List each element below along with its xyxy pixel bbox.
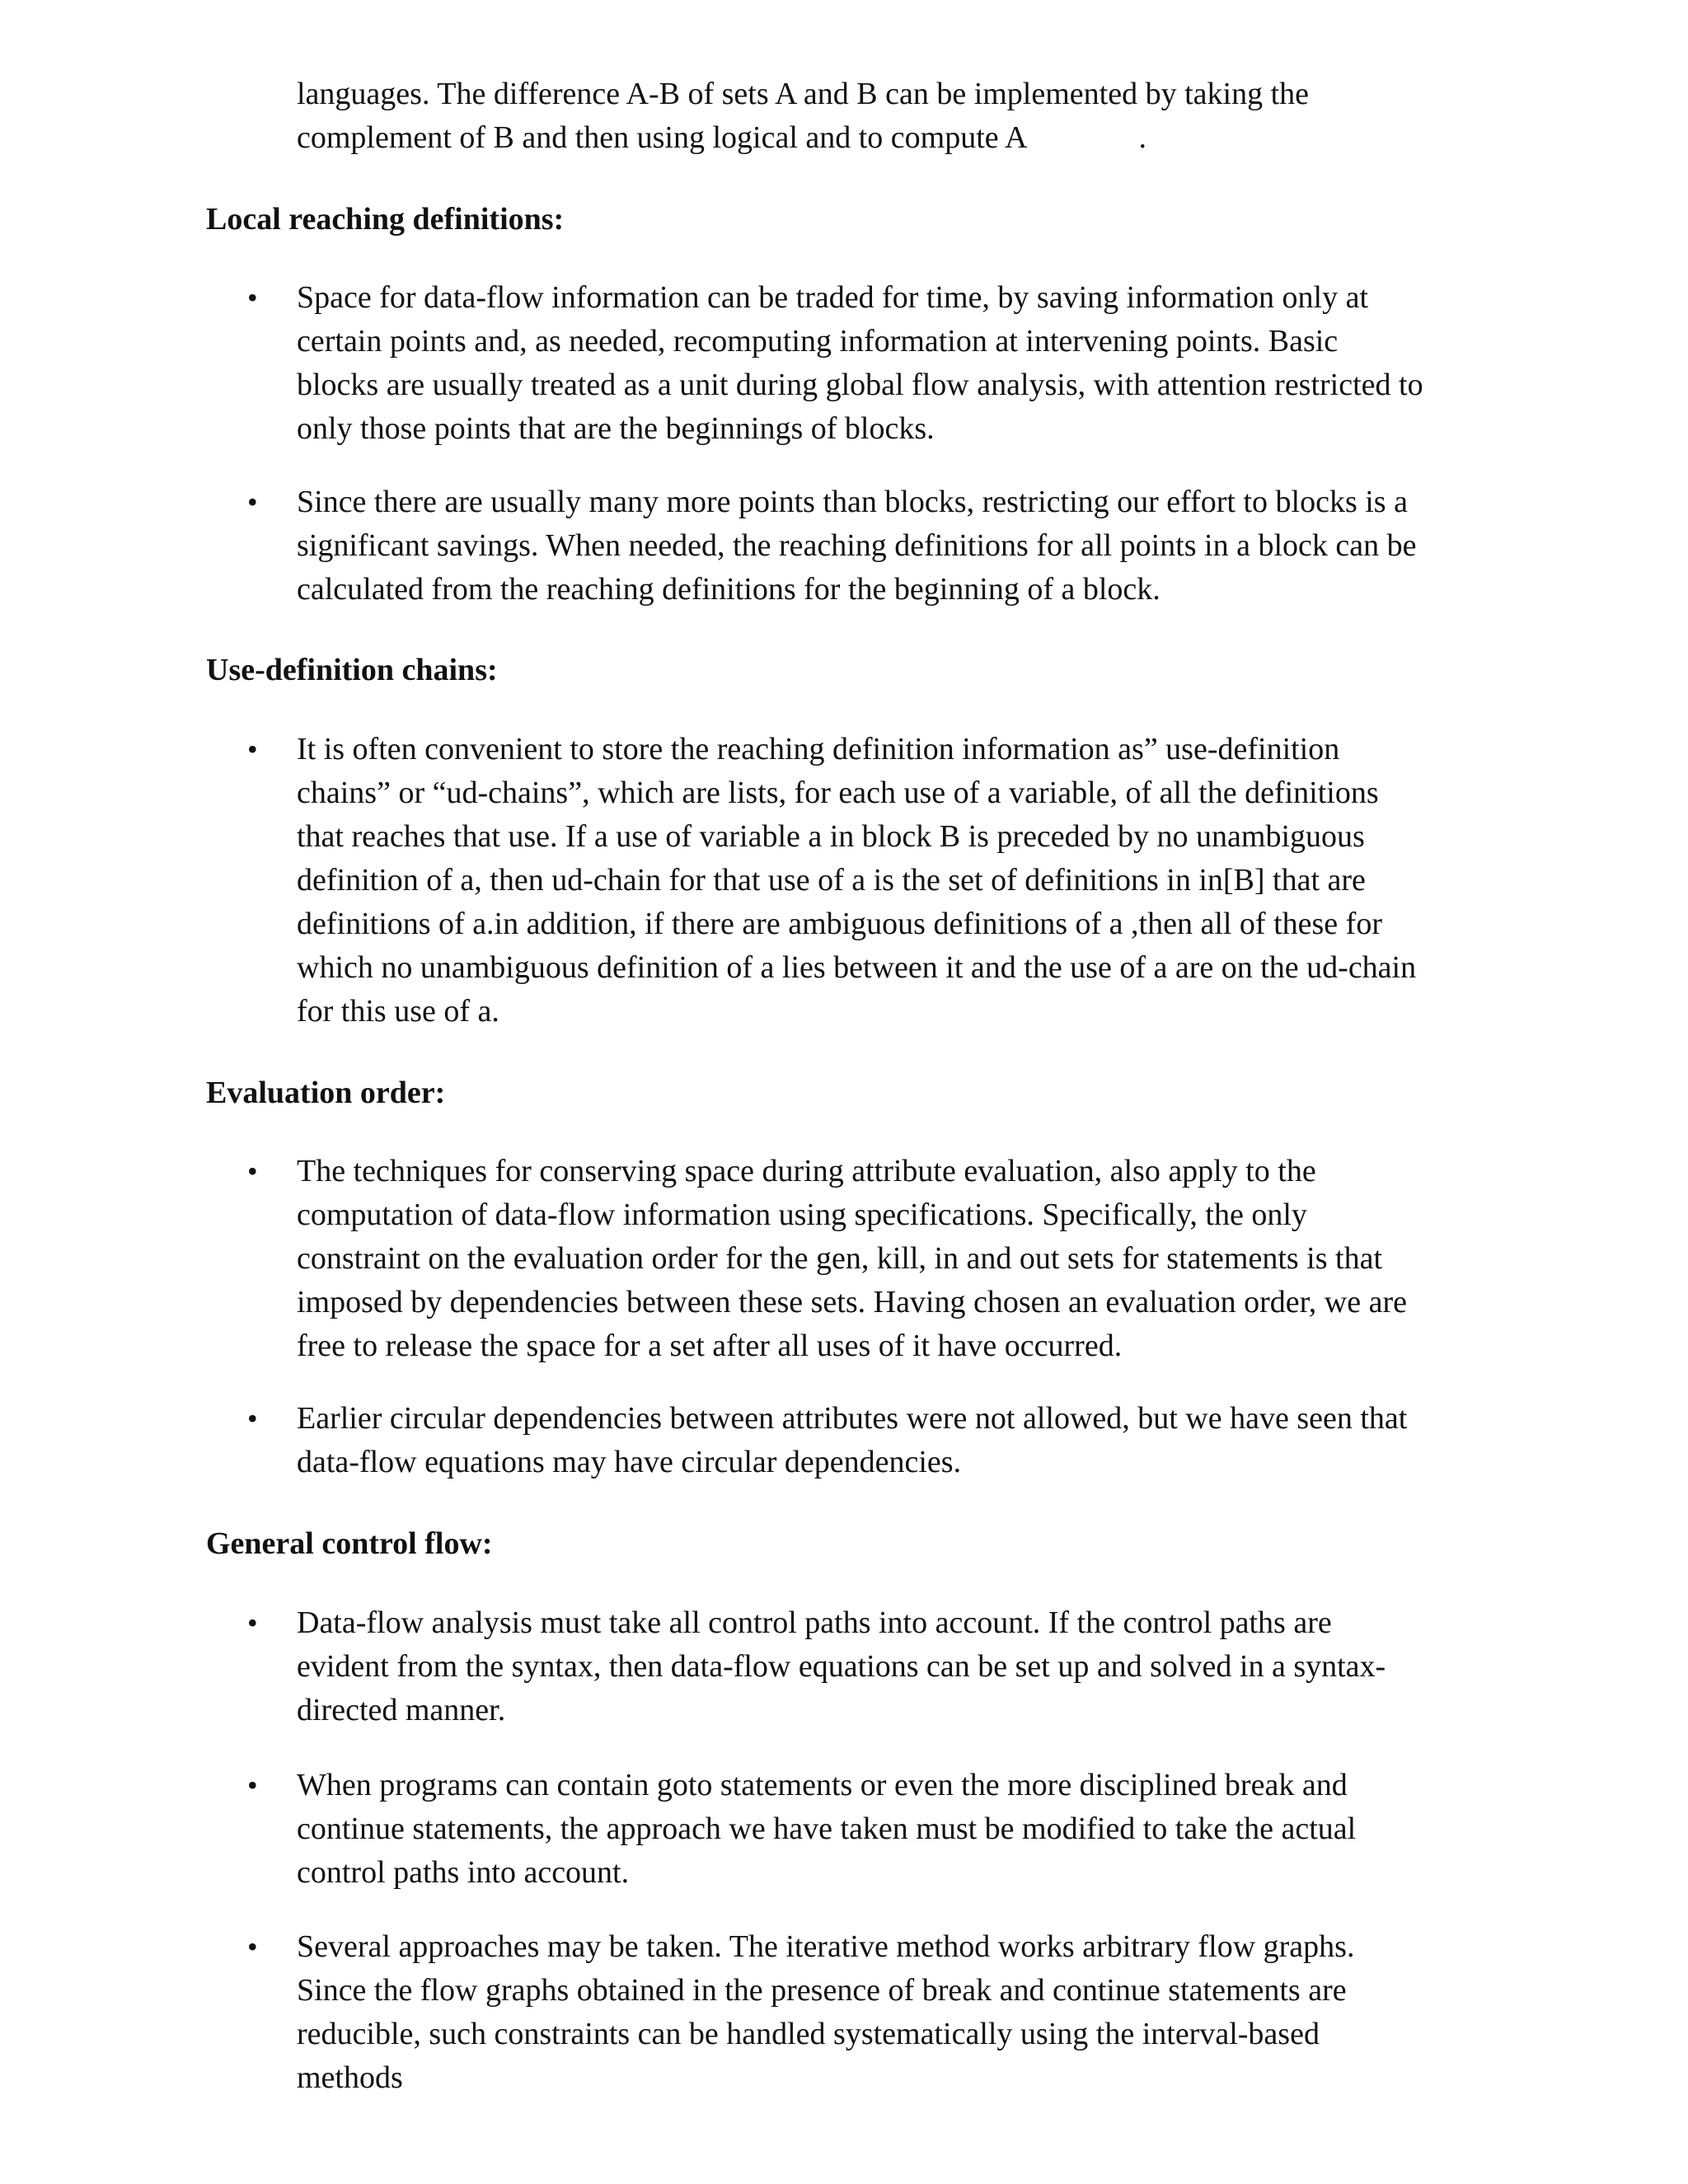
text-line: methods xyxy=(297,2060,403,2095)
intro-line-text: complement of B and then using logical and to compute A xyxy=(297,120,1028,155)
text-line: evident from the syntax, then data-flow equations can be set up and solved in a syntax- xyxy=(297,1649,1386,1684)
bullet-text xyxy=(297,1764,1521,1895)
bullet-dot: • xyxy=(247,281,258,314)
text-line: definitions of a.in addition, if there are ambiguous definitions of a ,then all of these for xyxy=(297,907,1382,941)
section-heading: Local reaching definitions: xyxy=(206,202,565,237)
text-line: for this use of a. xyxy=(297,994,499,1029)
text-line: The techniques for conserving space during attribute evaluation, also apply to the xyxy=(297,1154,1316,1188)
section-heading: Evaluation order: xyxy=(206,1076,446,1110)
text-line: Space for data-flow information can be traded for time, by saving information only at xyxy=(297,280,1369,315)
text-line: blocks are usually treated as a unit during global flow analysis, with attention restricted to xyxy=(297,368,1423,402)
text-line: Since there are usually many more points than blocks, restricting our effort to blocks is a xyxy=(297,485,1408,519)
text-line: Several approaches may be taken. The iterative method works arbitrary flow graphs. xyxy=(297,1929,1355,1964)
text-line: control paths into account. xyxy=(297,1855,630,1890)
bullet-text xyxy=(297,728,1521,1033)
text-line: significant savings. When needed, the reaching definitions for all points in a block can be xyxy=(297,528,1417,563)
bullet-dot: • xyxy=(247,1769,258,1802)
bullet-text xyxy=(297,276,1521,451)
text-line: data-flow equations may have circular dependencies. xyxy=(297,1445,962,1479)
intro-line: languages. The difference A-B of sets A and B can be implemented by taking the xyxy=(297,77,1309,111)
text-line: calculated from the reaching definitions for the beginning of a block. xyxy=(297,572,1160,607)
bullet-text xyxy=(297,1150,1521,1368)
bullet-text xyxy=(297,1601,1521,1732)
text-line: free to release the space for a set after all uses of it have occurred. xyxy=(297,1329,1123,1363)
intro-line-tail: . xyxy=(1138,120,1146,155)
text-line: that reaches that use. If a use of variable a in block B is preceded by no unambiguous xyxy=(297,819,1365,854)
text-line: which no unambiguous definition of a lies between it and the use of a are on the ud-chain xyxy=(297,950,1417,985)
text-line: directed manner. xyxy=(297,1693,506,1727)
text-line: certain points and, as needed, recomputing information at intervening points. Basic xyxy=(297,324,1339,359)
bullet-dot: • xyxy=(247,1155,258,1188)
text-line: computation of data-flow information using specifications. Specifically, the only xyxy=(297,1197,1307,1232)
text-line: It is often convenient to store the reaching definition information as” use-definition xyxy=(297,732,1340,766)
text-line: chains” or “ud-chains”, which are lists, for each use of a variable, of all the definitions xyxy=(297,776,1379,810)
text-line: only those points that are the beginnings of blocks. xyxy=(297,411,935,446)
bullet-dot: • xyxy=(247,733,258,766)
intro-paragraph xyxy=(297,73,1517,160)
intro-line xyxy=(297,116,1517,160)
text-line: Data-flow analysis must take all control paths into account. If the control paths are xyxy=(297,1605,1332,1640)
bullet-text xyxy=(297,480,1521,612)
bullet-text xyxy=(297,1925,1521,2100)
text-line: When programs can contain goto statements or even the more disciplined break and xyxy=(297,1768,1348,1802)
bullet-dot: • xyxy=(247,485,258,518)
text-line: continue statements, the approach we have taken must be modified to take the actual xyxy=(297,1811,1357,1846)
bullet-dot: • xyxy=(247,1930,258,1963)
text-line: reducible, such constraints can be handled systematically using the interval-based xyxy=(297,2017,1320,2051)
text-line: Earlier circular dependencies between attributes were not allowed, but we have seen that xyxy=(297,1401,1408,1436)
bullet-dot: • xyxy=(247,1606,258,1639)
text-line: imposed by dependencies between these sets. Having chosen an evaluation order, we are xyxy=(297,1285,1407,1319)
section-heading: Use-definition chains: xyxy=(206,653,498,687)
section-heading: General control flow: xyxy=(206,1526,493,1561)
text-line: definition of a, then ud-chain for that use of a is the set of definitions in in[B] that are xyxy=(297,863,1366,898)
bullet-dot: • xyxy=(247,1402,258,1435)
bullet-text xyxy=(297,1397,1521,1484)
text-line: Since the flow graphs obtained in the presence of break and continue statements are xyxy=(297,1973,1347,2008)
text-line: constraint on the evaluation order for the gen, kill, in and out sets for statements is that xyxy=(297,1241,1383,1276)
